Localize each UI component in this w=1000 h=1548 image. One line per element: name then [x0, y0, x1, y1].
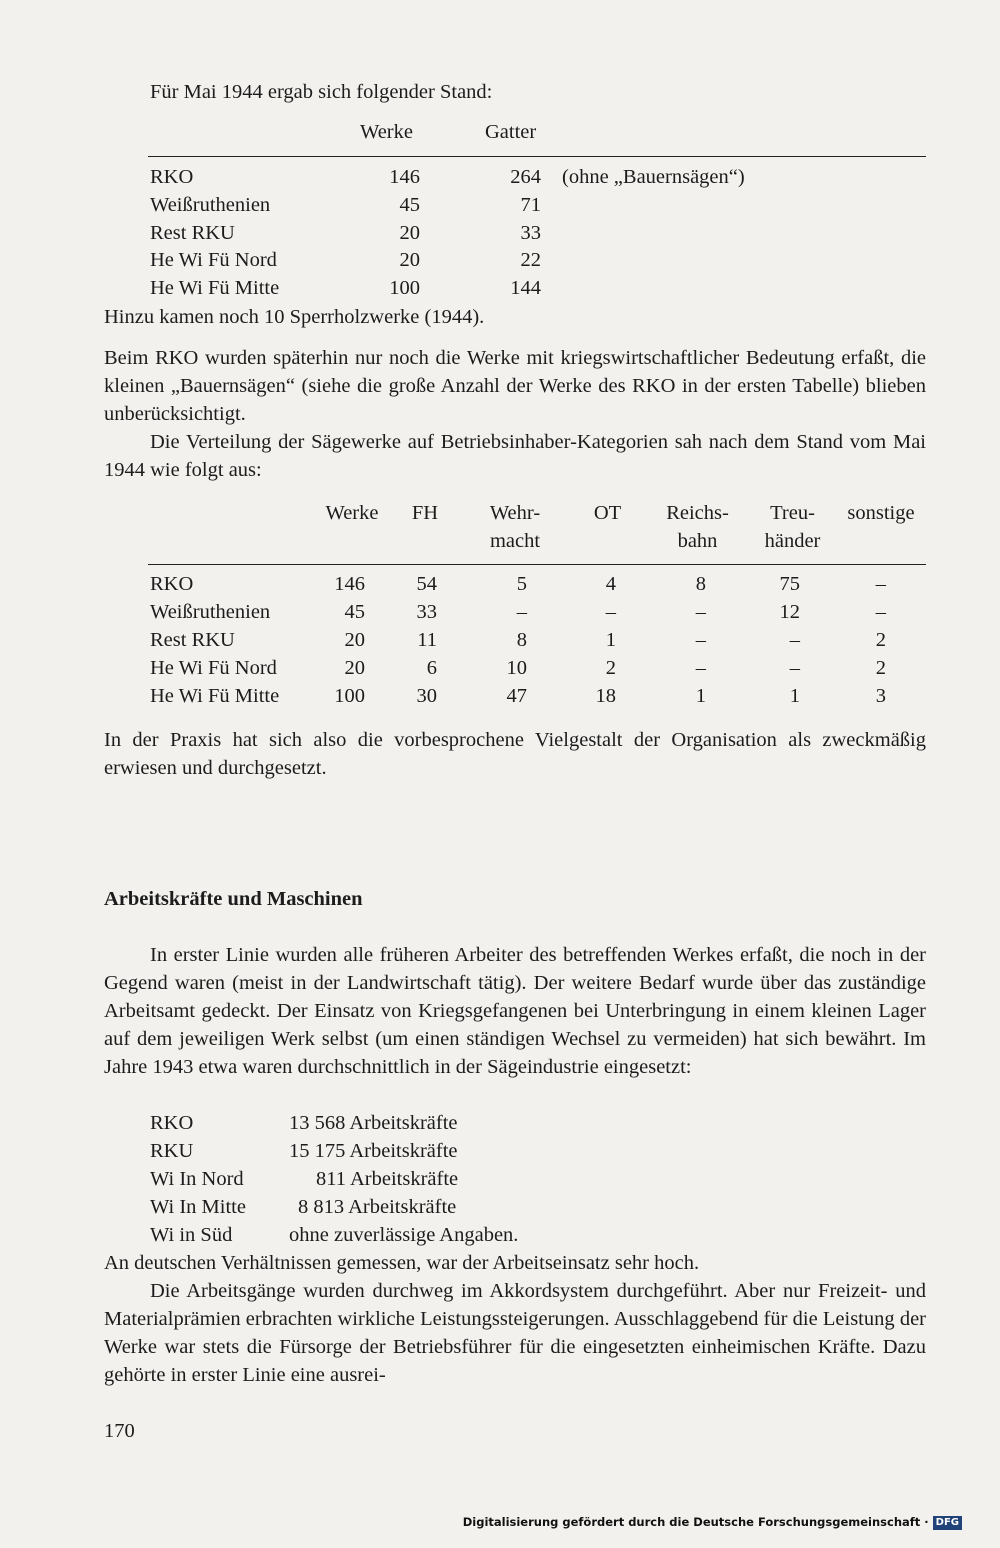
table-cell: 100 [334, 685, 365, 707]
table2-header: Werke [325, 502, 379, 524]
list-value: 13 568 Arbeitskräfte [289, 1112, 458, 1134]
cell-werke: 20 [399, 249, 420, 271]
table-cell: 33 [416, 601, 437, 623]
digitization-footer: Digitalisierung gefördert durch die Deutsche Forschungsgemeinschaft · DFG [463, 1515, 962, 1530]
table-cell: 10 [506, 657, 527, 679]
table-cell: 20 [344, 629, 365, 651]
cell-gatter: 22 [520, 249, 541, 271]
dfg-logo: DFG [933, 1516, 962, 1530]
table-cell: 146 [334, 573, 365, 595]
page-number: 170 [104, 1420, 135, 1442]
table-cell: 2 [605, 657, 616, 679]
list-value: ohne zuverlässige Angaben. [289, 1224, 519, 1246]
table-cell: 1 [789, 685, 800, 707]
row-label: He Wi Fü Nord [150, 657, 277, 679]
list-label: Wi in Süd [150, 1224, 233, 1246]
table2-rule [148, 564, 926, 565]
table-cell: 1 [605, 629, 616, 651]
table2-header: Wehr- [489, 502, 541, 524]
table-cell: 2 [875, 657, 886, 679]
table-cell: – [605, 601, 616, 623]
table-cell: 47 [506, 685, 527, 707]
table-cell: 3 [875, 685, 886, 707]
list-value: 8 813 Arbeitskräfte [298, 1196, 457, 1218]
paragraph-5: An deutschen Verhältnissen gemessen, war der Arbeitseinsatz sehr hoch. [104, 1252, 700, 1274]
list-label: Wi In Nord [150, 1168, 244, 1190]
table-cell: – [789, 657, 800, 679]
row-label: Rest RKU [150, 222, 235, 244]
table-cell: 75 [779, 573, 800, 595]
table-cell: 4 [605, 573, 616, 595]
table-cell: 6 [426, 657, 437, 679]
table1-header-werke: Werke [360, 121, 413, 143]
row-label: He Wi Fü Nord [150, 249, 277, 271]
table-cell: 2 [875, 629, 886, 651]
table1-rule [148, 156, 926, 157]
row-label: Weißruthenien [150, 194, 271, 216]
cell-werke: 100 [389, 277, 420, 299]
table2-header-2: händer [764, 530, 821, 552]
cell-werke: 45 [399, 194, 420, 216]
table2-header: sonstige [847, 502, 915, 524]
paragraph-3: In der Praxis hat sich also die vorbesprochene Vielgestalt der Organisation als zweckmäßig erwiesen und durchgesetzt. [104, 729, 926, 779]
row-label: Rest RKU [150, 629, 235, 651]
table-cell: 1 [695, 685, 706, 707]
table-cell: 12 [779, 601, 800, 623]
row-label: He Wi Fü Mitte [150, 685, 280, 707]
intro-line: Für Mai 1944 ergab sich folgender Stand: [150, 81, 493, 103]
cell-gatter: 71 [520, 194, 541, 216]
cell-werke: 20 [399, 222, 420, 244]
paragraph-4: In erster Linie wurden alle früheren Arbeiter des betreffenden Werkes erfaßt, die noch in der Gegend waren (meist in der Landwirtschaft tätig). Der weitere Bedarf wurde über das zuständige Arbeitsamt gedeckt. Der Einsatz von Kriegsgefangenen bei Unterbringung in einem kleinen Lager auf dem jeweiligen Werk selbst (um einen ständigen Wechsel zu vermeiden) hat sich bewährt. Im Jahre 1943 etwa waren durchschnittlich in der Sägeindustrie eingesetzt: [104, 944, 926, 1078]
table-cell: 8 [695, 573, 706, 595]
cell-gatter: 144 [510, 277, 541, 299]
row-label: He Wi Fü Mitte [150, 277, 280, 299]
footer-text: Digitalisierung gefördert durch die Deutsche Forschungsgemeinschaft [462, 1515, 921, 1529]
table-cell: 54 [416, 573, 437, 595]
list-label: Wi In Mitte [150, 1196, 246, 1218]
table-cell: – [695, 601, 706, 623]
table-cell: – [875, 601, 886, 623]
table2-header: Reichs- [666, 502, 729, 524]
row-label: RKO [150, 573, 194, 595]
table-cell: 5 [516, 573, 527, 595]
table-cell: – [516, 601, 527, 623]
table2-header: OT [593, 502, 622, 524]
table-cell: 20 [344, 657, 365, 679]
list-label: RKU [150, 1140, 194, 1162]
table1-note-after: Hinzu kamen noch 10 Sperrholzwerke (1944). [104, 306, 485, 328]
cell-werke: 146 [389, 166, 420, 188]
table2-header-2: macht [489, 530, 541, 552]
table2-header: FH [411, 502, 439, 524]
paragraph-2: Die Verteilung der Sägewerke auf Betriebsinhaber-Kategorien sah nach dem Stand vom Mai 1944 wie folgt aus: [104, 431, 926, 481]
list-label: RKO [150, 1112, 194, 1134]
list-value: 811 Arbeitskräfte [316, 1168, 459, 1190]
table-cell: – [875, 573, 886, 595]
table2-header: Treu- [770, 502, 815, 524]
table-cell: – [695, 629, 706, 651]
cell-gatter: 264 [510, 166, 541, 188]
row-note: (ohne „Bauernsägen“) [562, 166, 745, 188]
table-cell: 18 [595, 685, 616, 707]
paragraph-6: Die Arbeitsgänge wurden durchweg im Akkordsystem durchgeführt. Aber nur Freizeit- und Materialprämien erbrachten wirkliche Leistungssteigerungen. Ausschlaggebend für die Leistung der Werke war stets die Fürsorge der Betriebsführer für die eingesetzten einheimischen Kräfte. Dazu gehörte in erster Linie eine ausrei- [104, 1280, 926, 1386]
table-cell: 8 [516, 629, 527, 651]
table1-header-gatter: Gatter [485, 121, 537, 143]
section-heading: Arbeitskräfte und Maschinen [104, 888, 363, 910]
paragraph-1: Beim RKO wurden späterhin nur noch die Werke mit kriegswirtschaftlicher Bedeutung erfaßt, die kleinen „Bauernsägen“ (siehe die große Anzahl der Werke des RKO in der ersten Tabelle) blieben unberücksichtigt. [104, 347, 926, 425]
list-value: 15 175 Arbeitskräfte [289, 1140, 458, 1162]
table-cell: 30 [416, 685, 437, 707]
table2-header-2: bahn [677, 530, 718, 552]
cell-gatter: 33 [520, 222, 541, 244]
row-label: RKO [150, 166, 194, 188]
table-cell: – [695, 657, 706, 679]
table-cell: 45 [344, 601, 365, 623]
table-cell: – [789, 629, 800, 651]
row-label: Weißruthenien [150, 601, 271, 623]
table-cell: 11 [417, 629, 437, 651]
